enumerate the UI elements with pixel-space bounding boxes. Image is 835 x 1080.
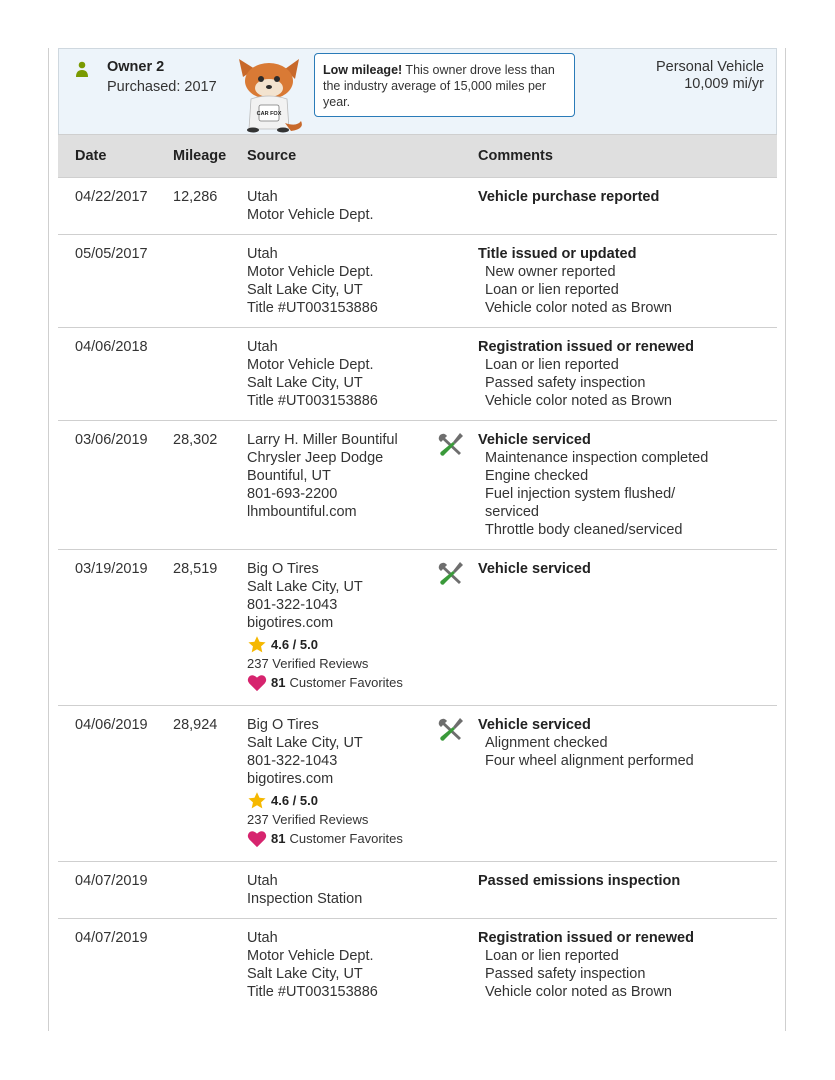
comment-line: New owner reported: [485, 264, 616, 280]
comment-block: [478, 862, 777, 900]
heart-icon: [247, 830, 267, 848]
row-service-icon-cell: [437, 919, 478, 1012]
row-comments: [478, 328, 777, 421]
source-line: Big O Tires: [247, 717, 319, 733]
low-mileage-text: This owner drove less than the industry average of 15,000 miles per year.: [323, 63, 555, 109]
row-comments: [478, 706, 777, 862]
low-mileage-label: Low mileage!: [323, 63, 403, 77]
owner-title: Owner 2: [107, 59, 165, 75]
row-service-icon-cell: [437, 550, 478, 706]
row-service-icon-cell: [437, 235, 478, 328]
row-mileage: [173, 178, 247, 235]
comment-title: Vehicle serviced: [478, 432, 591, 448]
row-date: [58, 421, 173, 550]
date-text: 03/06/2019: [75, 432, 148, 448]
comment-line: Vehicle color noted as Brown: [485, 984, 672, 1000]
comment-line: Four wheel alignment performed: [485, 753, 694, 769]
vehicle-usage: [656, 59, 764, 93]
left-border: [48, 48, 49, 1031]
comment-title: Vehicle purchase reported: [478, 189, 660, 205]
wrench-screwdriver-icon: [437, 560, 465, 588]
row-date: [58, 178, 173, 235]
purchased-year: Purchased: 2017: [107, 79, 217, 95]
row-mileage: [173, 706, 247, 862]
comment-block: [478, 550, 777, 588]
source-block: [247, 550, 437, 702]
history-table: [58, 134, 777, 1011]
comment-line: Passed safety inspection: [485, 375, 646, 391]
favorites-label: Customer Favorites: [289, 831, 403, 846]
source-line: Big O Tires: [247, 561, 319, 577]
comment-title: Title issued or updated: [478, 246, 637, 262]
verified-reviews: 237 Verified Reviews: [247, 656, 369, 671]
source-block: [247, 328, 437, 420]
rating-value: 4.6 / 5.0: [271, 793, 318, 808]
col-header-comments: Comments: [478, 135, 777, 178]
source-line: Motor Vehicle Dept.: [247, 357, 374, 373]
source-line: bigotires.com: [247, 771, 334, 787]
row-source: [247, 862, 437, 919]
star-icon: [247, 791, 267, 810]
source-line: Motor Vehicle Dept.: [247, 948, 374, 964]
source-line: 801-693-2200: [247, 486, 338, 502]
row-service-icon-cell: [437, 862, 478, 919]
row-mileage: [173, 328, 247, 421]
source-block: [247, 235, 437, 327]
row-source: [247, 706, 437, 862]
row-date: [58, 706, 173, 862]
comment-line: Vehicle color noted as Brown: [485, 300, 672, 316]
verified-reviews: 237 Verified Reviews: [247, 812, 369, 827]
date-text: 04/06/2018: [75, 339, 148, 355]
comment-line: Passed safety inspection: [485, 966, 646, 982]
row-date: [58, 919, 173, 1012]
row-service-icon-cell: [437, 421, 478, 550]
customer-favorites: [247, 673, 437, 692]
table-row: [58, 235, 777, 328]
row-service-icon-cell: [437, 178, 478, 235]
table-row: [58, 919, 777, 1012]
rating: [247, 791, 437, 810]
comment-block: [478, 178, 777, 216]
comment-line: Vehicle color noted as Brown: [485, 393, 672, 409]
source-line: Bountiful, UT: [247, 468, 331, 484]
date-text: 04/22/2017: [75, 189, 148, 205]
source-line: Utah: [247, 339, 278, 355]
comment-line: Maintenance inspection completed: [485, 450, 709, 466]
source-line: Salt Lake City, UT: [247, 375, 363, 391]
row-comments: [478, 235, 777, 328]
source-line: Larry H. Miller Bountiful: [247, 432, 398, 448]
row-source: [247, 550, 437, 706]
mascot-shirt-text: CAR FOX: [256, 111, 282, 117]
source-line: Title #UT003153886: [247, 300, 378, 316]
history-rows: [58, 178, 777, 1012]
right-border: [785, 48, 786, 1031]
source-block: [247, 862, 437, 918]
person-icon: [76, 61, 88, 79]
comment-block: [478, 706, 777, 780]
table-row: [58, 706, 777, 862]
row-date: [58, 328, 173, 421]
mileage-text: 28,519: [173, 561, 218, 577]
source-line: Motor Vehicle Dept.: [247, 264, 374, 280]
comment-block: [478, 421, 777, 549]
mileage-text: [173, 862, 247, 882]
heart-icon: [247, 674, 267, 692]
wrench-screwdriver-icon: [437, 716, 465, 744]
source-line: Salt Lake City, UT: [247, 282, 363, 298]
date-text: 03/19/2019: [75, 561, 148, 577]
row-date: [58, 235, 173, 328]
mileage-text: [173, 919, 247, 939]
source-line: Title #UT003153886: [247, 393, 378, 409]
row-comments: [478, 421, 777, 550]
comment-line: Alignment checked: [485, 735, 608, 751]
col-header-date: Date: [58, 135, 173, 178]
source-line: lhmbountiful.com: [247, 504, 357, 520]
vehicle-type: Personal Vehicle: [655, 59, 764, 75]
source-line: Utah: [247, 189, 278, 205]
mileage-text: [173, 235, 247, 255]
row-mileage: [173, 421, 247, 550]
comment-title: Vehicle serviced: [478, 561, 591, 577]
date-text: 05/05/2017: [75, 246, 148, 262]
date-text: 04/07/2019: [75, 930, 148, 946]
mileage-text: [173, 328, 247, 348]
mileage-text: 28,302: [173, 432, 218, 448]
source-line: 801-322-1043: [247, 753, 338, 769]
comment-block: [478, 328, 777, 420]
rating: [247, 635, 437, 654]
row-comments: [478, 919, 777, 1012]
source-line: Inspection Station: [247, 891, 363, 907]
source-line: Salt Lake City, UT: [247, 735, 363, 751]
comment-line: Loan or lien reported: [485, 282, 619, 298]
table-row: [58, 178, 777, 235]
comment-line: Fuel injection system flushed/: [485, 486, 676, 502]
table-row: [58, 328, 777, 421]
source-block: [247, 919, 437, 1011]
col-header-source: Source: [247, 135, 437, 178]
row-source: [247, 328, 437, 421]
source-line: Utah: [247, 246, 278, 262]
source-line: Salt Lake City, UT: [247, 579, 363, 595]
favorites-count: 81: [271, 831, 286, 846]
comment-block: [478, 235, 777, 327]
source-line: bigotires.com: [247, 615, 334, 631]
comment-line: Loan or lien reported: [485, 357, 619, 373]
rating-value: 4.6 / 5.0: [271, 637, 318, 652]
owner-header: [58, 48, 777, 134]
source-line: Motor Vehicle Dept.: [247, 207, 374, 223]
table-row: [58, 862, 777, 919]
comment-title: Registration issued or renewed: [478, 339, 694, 355]
date-text: 04/07/2019: [75, 873, 148, 889]
row-source: [247, 235, 437, 328]
carfox-mascot-icon: [229, 57, 307, 133]
wrench-screwdriver-icon: [437, 431, 465, 459]
source-block: [247, 178, 437, 234]
row-service-icon-cell: [437, 706, 478, 862]
vehicle-history-report: [58, 48, 777, 1011]
row-source: [247, 178, 437, 235]
table-header-row: [58, 135, 777, 178]
row-mileage: [173, 550, 247, 706]
row-mileage: [173, 919, 247, 1012]
source-line: Salt Lake City, UT: [247, 966, 363, 982]
mileage-text: 12,286: [173, 189, 218, 205]
source-line: Utah: [247, 930, 278, 946]
favorites-label: Customer Favorites: [289, 675, 403, 690]
row-mileage: [173, 235, 247, 328]
row-mileage: [173, 862, 247, 919]
star-icon: [247, 635, 267, 654]
source-line: Utah: [247, 873, 278, 889]
comment-title: Passed emissions inspection: [478, 873, 681, 889]
comment-block: [478, 919, 777, 1011]
row-source: [247, 421, 437, 550]
row-comments: [478, 862, 777, 919]
row-comments: [478, 178, 777, 235]
row-date: [58, 550, 173, 706]
mileage-text: 28,924: [173, 717, 218, 733]
comment-title: Vehicle serviced: [478, 717, 591, 733]
source-block: [247, 706, 437, 858]
source-line: Chrysler Jeep Dodge: [247, 450, 384, 466]
row-service-icon-cell: [437, 328, 478, 421]
col-header-mileage: Mileage: [173, 135, 247, 178]
table-row: [58, 421, 777, 550]
source-line: 801-322-1043: [247, 597, 338, 613]
row-comments: [478, 550, 777, 706]
comment-title: Registration issued or renewed: [478, 930, 694, 946]
low-mileage-note: [314, 53, 575, 117]
comment-line: serviced: [485, 504, 539, 520]
row-date: [58, 862, 173, 919]
date-text: 04/06/2019: [75, 717, 148, 733]
comment-line: Loan or lien reported: [485, 948, 619, 964]
row-source: [247, 919, 437, 1012]
comment-line: Throttle body cleaned/serviced: [485, 522, 683, 538]
customer-favorites: [247, 829, 437, 848]
source-block: [247, 421, 437, 531]
table-row: [58, 550, 777, 706]
miles-per-year: 10,009 mi/yr: [684, 76, 764, 92]
favorites-count: 81: [271, 675, 286, 690]
col-header-icon: [437, 135, 478, 178]
source-line: Title #UT003153886: [247, 984, 378, 1000]
comment-line: Engine checked: [485, 468, 589, 484]
